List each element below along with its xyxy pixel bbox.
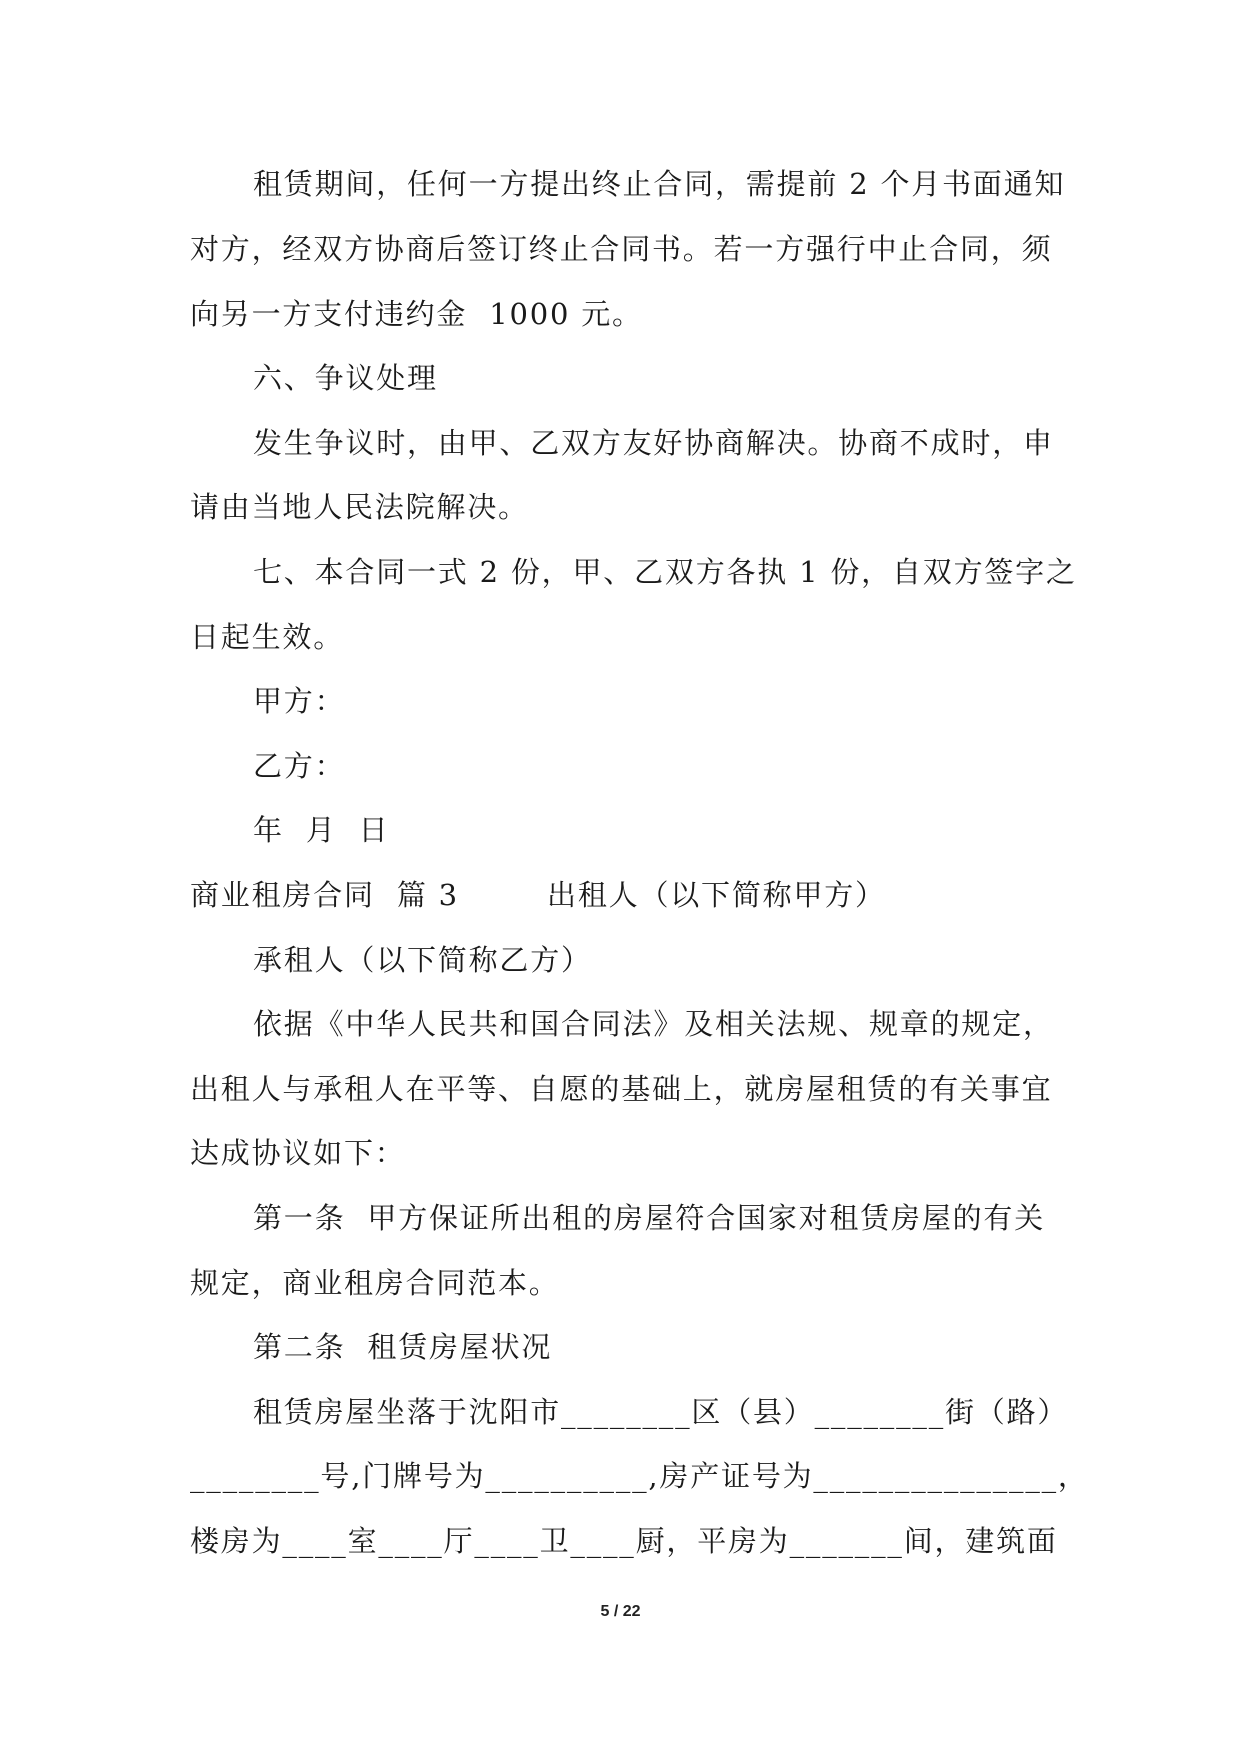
- article-heading: 第二条 租赁房屋状况: [253, 1330, 553, 1364]
- text-line: 承租人（以下简称乙方）: [253, 943, 592, 977]
- text-line: ________号,门牌号为__________,房产证号为_______________，: [190, 1459, 1089, 1493]
- signature-party-b: 乙方：: [253, 749, 346, 783]
- section-heading: 六、争议处理: [253, 361, 438, 395]
- signature-date: 年 月 日: [253, 813, 390, 847]
- page-number: 5 / 22: [600, 1603, 641, 1620]
- text-line: 向另一方支付违约金 1000 元。: [190, 297, 643, 331]
- section-title: 商业租房合同 篇 3 出租人（以下简称甲方）: [190, 878, 886, 912]
- text-line: 发生争议时，由甲、乙双方友好协商解决。协商不成时，申: [253, 426, 1054, 460]
- text-line: 出租人与承租人在平等、自愿的基础上，就房屋租赁的有关事宜: [190, 1072, 1053, 1106]
- signature-party-a: 甲方：: [253, 684, 346, 718]
- text-line: 规定，商业租房合同范本。: [190, 1266, 560, 1300]
- text-line: 依据《中华人民共和国合同法》及相关法规、规章的规定，: [253, 1007, 1054, 1041]
- text-line: 楼房为____室____厅____卫____厨，平房为_______间，建筑面: [190, 1524, 1058, 1558]
- text-line: 第一条 甲方保证所出租的房屋符合国家对租赁房屋的有关: [253, 1201, 1046, 1235]
- text-line: 七、本合同一式 2 份，甲、乙双方各执 1 份，自双方签字之: [253, 555, 1077, 589]
- text-line: 请由当地人民法院解决。: [190, 490, 529, 524]
- text-line: 对方，经双方协商后签订终止合同书。若一方强行中止合同，须: [190, 232, 1053, 266]
- text-line: 达成协议如下：: [190, 1136, 406, 1170]
- text-line: 租赁房屋坐落于沈阳市________区（县）________街（路）: [253, 1395, 1069, 1429]
- text-line: 租赁期间，任何一方提出终止合同，需提前 2 个月书面通知: [253, 167, 1066, 201]
- text-line: 日起生效。: [190, 620, 345, 654]
